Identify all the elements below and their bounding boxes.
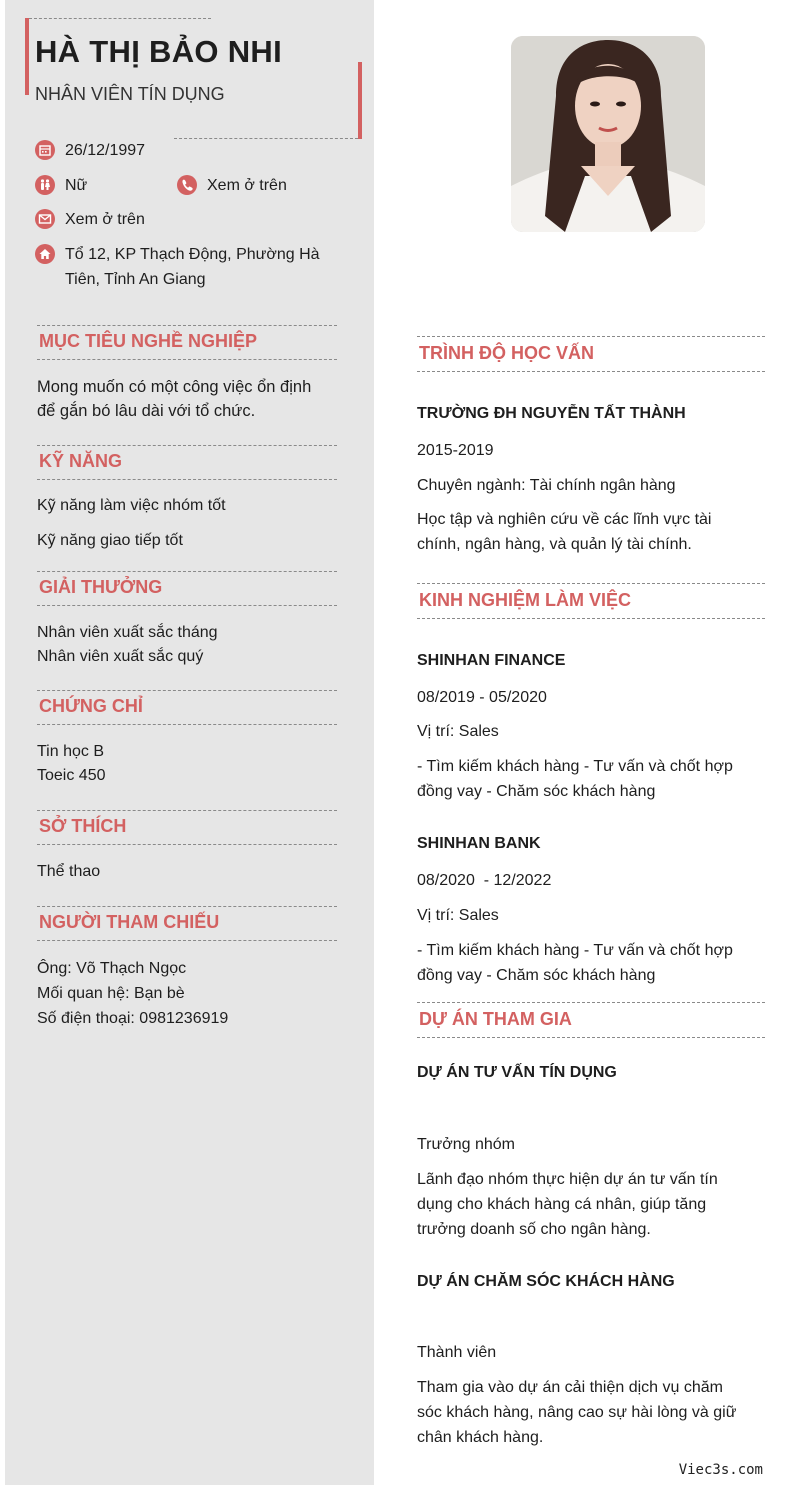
home-icon bbox=[35, 244, 55, 264]
section-heading bbox=[417, 336, 765, 372]
hobbies-section bbox=[37, 810, 337, 884]
email-icon bbox=[35, 209, 55, 229]
email-row bbox=[35, 207, 145, 232]
section-heading bbox=[417, 1002, 765, 1038]
skill-item: Kỹ năng giao tiếp tốt bbox=[37, 532, 183, 549]
project-name: DỰ ÁN TƯ VẤN TÍN DỤNG bbox=[417, 1064, 617, 1081]
description-line: đồng vay - Chăm sóc khách hàng bbox=[417, 967, 656, 984]
description-line: - Tìm kiếm khách hàng - Tư vấn và chốt hợp bbox=[417, 758, 733, 775]
award-item: Nhân viên xuất sắc quý bbox=[37, 648, 204, 665]
objective-text bbox=[37, 375, 337, 423]
job-position: Vị trí: Sales bbox=[417, 723, 499, 740]
description-line: sóc khách hàng, nâng cao sự hài lòng và giữ bbox=[417, 1404, 737, 1421]
references-section bbox=[37, 906, 337, 1031]
education-major: Chuyên ngành: Tài chính ngân hàng bbox=[417, 477, 676, 494]
description-line: Lãnh đạo nhóm thực hiện dự án tư vấn tín bbox=[417, 1171, 718, 1188]
section-heading bbox=[37, 810, 337, 845]
full-name: HÀ THỊ BẢO NHI bbox=[35, 34, 283, 69]
certificate-item: Toeic 450 bbox=[37, 767, 106, 784]
projects-section bbox=[417, 1002, 765, 1038]
email-text: Xem ở trên bbox=[65, 211, 145, 228]
birthday-text: 26/12/1997 bbox=[65, 142, 146, 159]
section-title: KINH NGHIỆM LÀM VIỆC bbox=[419, 590, 632, 610]
description-line: dụng cho khách hàng cá nhân, giúp tăng bbox=[417, 1196, 707, 1213]
reference-item: Mối quan hệ: Bạn bè bbox=[37, 985, 185, 1002]
section-heading bbox=[37, 906, 337, 941]
hobbies-list bbox=[37, 860, 337, 884]
description-line: chân khách hàng. bbox=[417, 1429, 544, 1446]
project-role: Trưởng nhóm bbox=[417, 1136, 515, 1153]
gender-row bbox=[35, 173, 87, 198]
skill-item: Kỹ năng làm việc nhóm tốt bbox=[37, 497, 226, 514]
name-block bbox=[25, 18, 362, 140]
skills-list bbox=[37, 494, 337, 553]
section-title: KỸ NĂNG bbox=[39, 451, 123, 471]
section-title: NGƯỜI THAM CHIẾU bbox=[39, 912, 220, 932]
divider bbox=[174, 138, 358, 139]
job-description bbox=[417, 938, 765, 988]
project-role: Thành viên bbox=[417, 1344, 497, 1361]
address-line: Tiên, Tỉnh An Giang bbox=[65, 271, 206, 288]
certificate-item: Tin học B bbox=[37, 743, 104, 760]
phone-row bbox=[177, 173, 287, 198]
description-line: đồng vay - Chăm sóc khách hàng bbox=[417, 783, 656, 800]
company-name: SHINHAN BANK bbox=[417, 835, 541, 852]
education-section bbox=[417, 336, 765, 372]
description-line: chính, ngân hàng, và quản lý tài chính. bbox=[417, 536, 692, 553]
section-heading bbox=[417, 583, 765, 619]
section-title: GIẢI THƯỞNG bbox=[39, 577, 163, 597]
description-line: Học tập và nghiên cứu về các lĩnh vực tài bbox=[417, 511, 712, 528]
phone-icon bbox=[177, 175, 197, 195]
section-heading bbox=[37, 325, 337, 360]
awards-section bbox=[37, 571, 337, 669]
section-title: CHỨNG CHỈ bbox=[39, 696, 143, 716]
certificates-list bbox=[37, 740, 337, 788]
calendar-icon bbox=[35, 140, 55, 160]
address-row bbox=[35, 242, 320, 292]
company-name: SHINHAN FINANCE bbox=[417, 652, 566, 669]
project-name: DỰ ÁN CHĂM SÓC KHÁCH HÀNG bbox=[417, 1273, 675, 1290]
description-line: trưởng doanh số cho ngân hàng. bbox=[417, 1221, 651, 1238]
reference-item: Ông: Võ Thạch Ngọc bbox=[37, 960, 187, 977]
section-title: TRÌNH ĐỘ HỌC VẤN bbox=[419, 343, 594, 363]
section-heading bbox=[37, 690, 337, 725]
gender-icon bbox=[35, 175, 55, 195]
footer-brand: Viec3s.com bbox=[678, 1462, 763, 1478]
objective-line: để gắn bó lâu dài với tổ chức. bbox=[37, 402, 256, 420]
school-name: TRƯỜNG ĐH NGUYỄN TẤT THÀNH bbox=[417, 405, 686, 422]
award-item: Nhân viên xuất sắc tháng bbox=[37, 624, 218, 641]
reference-item: Số điện thoại: 0981236919 bbox=[37, 1010, 229, 1027]
section-heading bbox=[37, 445, 337, 480]
job-period: 08/2019 - 05/2020 bbox=[417, 689, 547, 706]
awards-list bbox=[37, 621, 337, 669]
gender-text: Nữ bbox=[65, 177, 88, 194]
references-list bbox=[37, 956, 337, 1031]
description-line: - Tìm kiếm khách hàng - Tư vấn và chốt hợp bbox=[417, 942, 733, 959]
certificates-section bbox=[37, 690, 337, 788]
phone-text: Xem ở trên bbox=[207, 177, 287, 194]
experience-section bbox=[417, 583, 765, 619]
accent-bar-left bbox=[25, 18, 29, 95]
birthday-row bbox=[35, 138, 145, 163]
divider bbox=[29, 18, 211, 19]
job-title: NHÂN VIÊN TÍN DỤNG bbox=[35, 84, 225, 104]
section-title: DỰ ÁN THAM GIA bbox=[419, 1009, 572, 1029]
education-description bbox=[417, 507, 765, 557]
section-title: MỤC TIÊU NGHỀ NGHIỆP bbox=[39, 331, 258, 351]
section-heading bbox=[37, 571, 337, 606]
description-line: Tham gia vào dự án cải thiện dịch vụ chăm bbox=[417, 1379, 723, 1396]
profile-photo bbox=[511, 36, 705, 232]
section-title: SỞ THÍCH bbox=[39, 816, 127, 836]
address-text bbox=[65, 242, 320, 292]
objective-line: Mong muốn có một công việc ổn định bbox=[37, 378, 312, 396]
job-description bbox=[417, 754, 765, 804]
education-period: 2015-2019 bbox=[417, 442, 494, 459]
accent-bar-right bbox=[358, 62, 362, 139]
objective-section bbox=[37, 325, 337, 423]
job-period: 08/2020 - 12/2022 bbox=[417, 872, 552, 889]
hobby-item: Thể thao bbox=[37, 863, 101, 880]
project-description bbox=[417, 1167, 765, 1242]
portrait-image bbox=[511, 36, 705, 232]
skills-section bbox=[37, 445, 337, 553]
project-description bbox=[417, 1375, 765, 1450]
job-position: Vị trí: Sales bbox=[417, 907, 499, 924]
address-line: Tổ 12, KP Thạch Động, Phường Hà bbox=[65, 246, 320, 263]
